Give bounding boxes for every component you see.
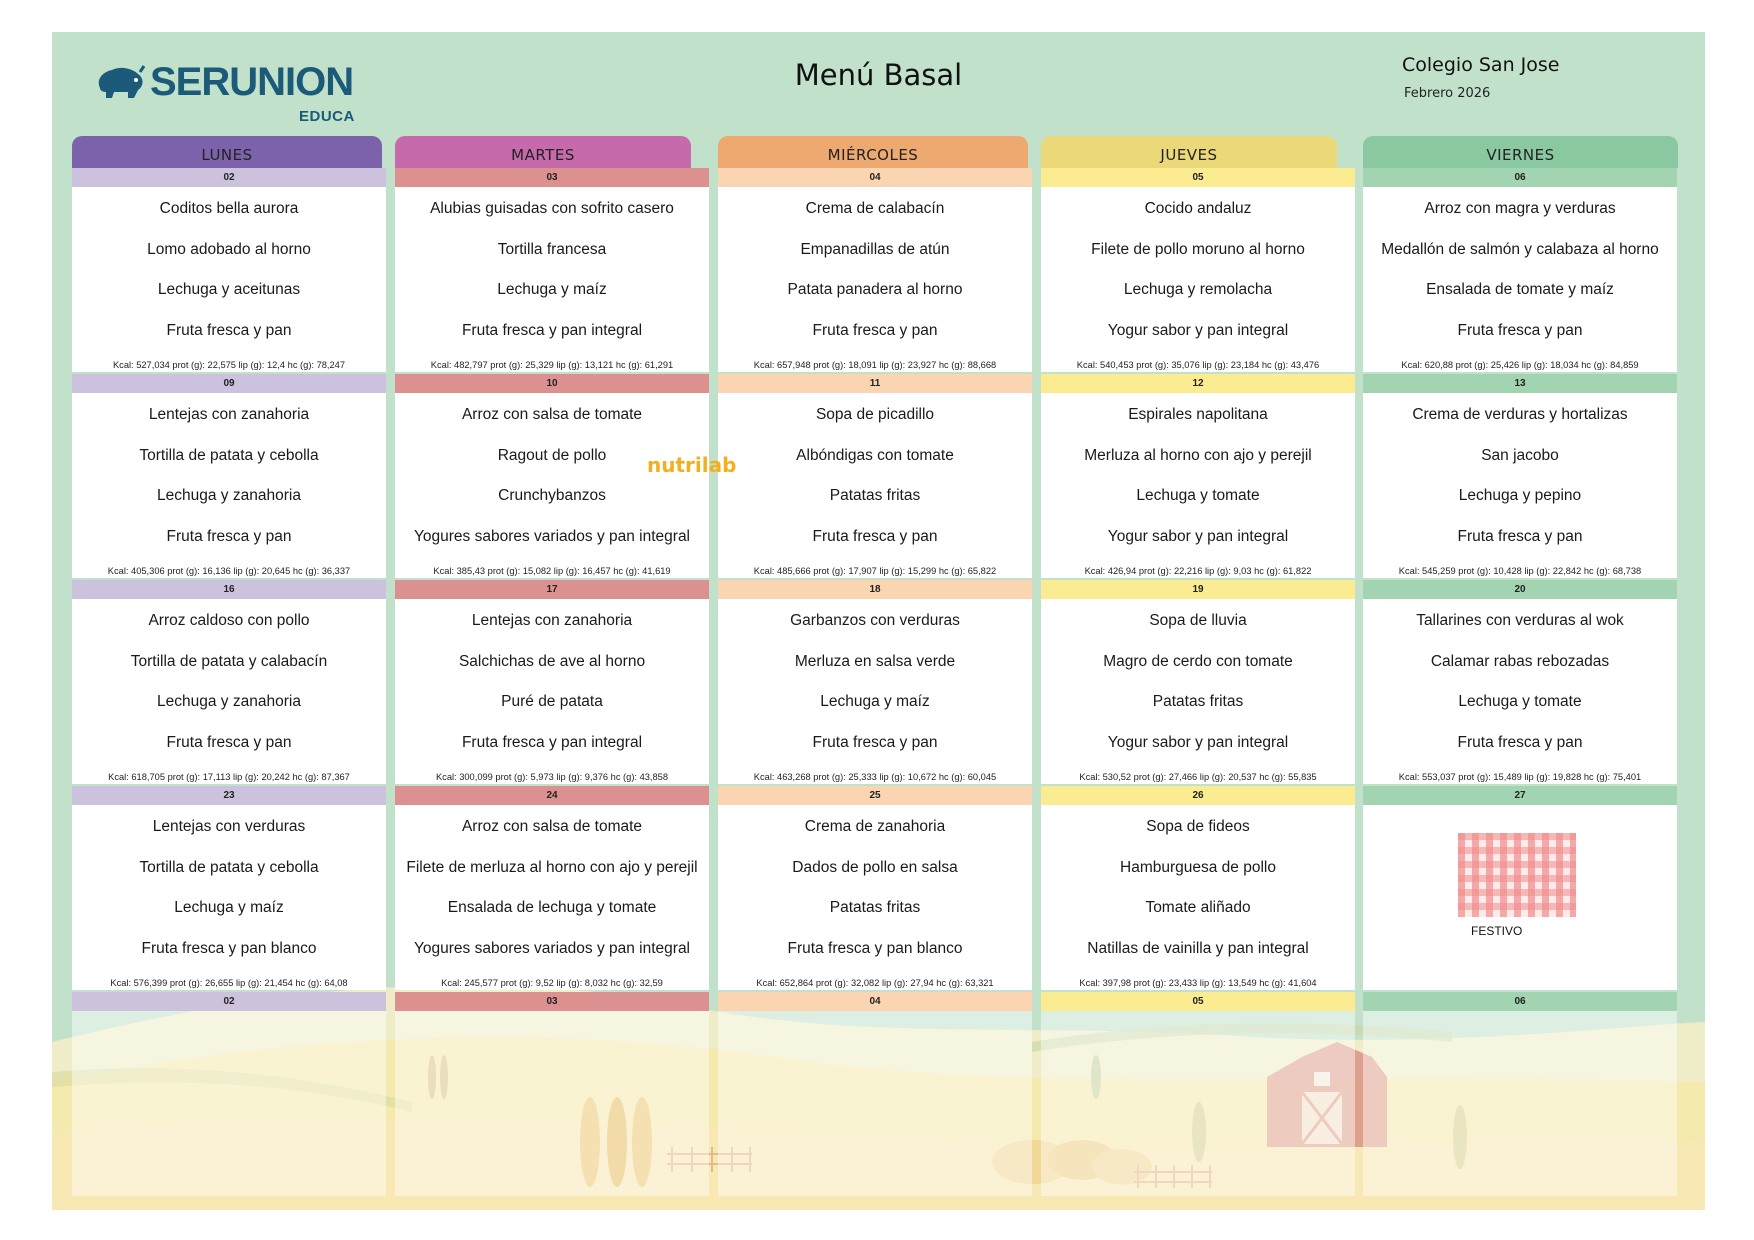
day-column-0	[72, 136, 380, 168]
dish-item: Tallarines con verduras al wok	[1416, 612, 1624, 630]
dish-item: Calamar rabas rebozadas	[1430, 652, 1610, 670]
day-header: MIÉRCOLES	[718, 136, 1028, 168]
cell-body	[718, 187, 1032, 372]
date-label: 03	[395, 992, 709, 1011]
dish-item: Lechuga y tomate	[1458, 693, 1582, 711]
nutrition-info: Kcal: 245,577 prot (g): 9,52 lip (g): 8,032 hc (g): 32,59	[441, 978, 663, 988]
dish-item: Espirales napolitana	[1128, 406, 1268, 424]
dish-item: Fruta fresca y pan	[812, 321, 938, 339]
nutrilab-text: nutrilab	[647, 453, 737, 477]
nutrition-info: Kcal: 385,43 prot (g): 15,082 lip (g): 16,457 hc (g): 41,619	[433, 566, 671, 576]
date-label: 11	[718, 374, 1032, 393]
cell-body	[1363, 599, 1677, 784]
month-label: Febrero 2026	[1404, 86, 1491, 101]
dish-item: Fruta fresca y pan integral	[461, 321, 643, 339]
dish-item: Crema de verduras y hortalizas	[1412, 406, 1628, 424]
nutrition-info: Kcal: 545,259 prot (g): 10,428 lip (g): 22,842 hc (g): 68,738	[1398, 566, 1642, 576]
date-label: 25	[718, 786, 1032, 805]
day-header: JUEVES	[1041, 136, 1337, 168]
cell-body	[1041, 187, 1355, 372]
date-label: 03	[395, 168, 709, 187]
date-label: 24	[395, 786, 709, 805]
date-label: 04	[718, 992, 1032, 1011]
dish-item: Fruta fresca y pan	[1457, 733, 1583, 751]
dish-item: Arroz con salsa de tomate	[461, 406, 643, 424]
day-cell	[1041, 580, 1355, 784]
dish-item: Patatas fritas	[829, 899, 921, 917]
empty-day-cell	[395, 992, 709, 1196]
date-label: 23	[72, 786, 386, 805]
day-column-2	[718, 136, 1026, 168]
dish-item: Lechuga y aceitunas	[157, 281, 301, 299]
dish-item: Tortilla de patata y cebolla	[139, 858, 319, 876]
cell-body	[1041, 1011, 1355, 1196]
empty-day-cell	[718, 992, 1032, 1196]
day-cell	[72, 374, 386, 578]
page-title: Menú Basal	[794, 58, 963, 92]
day-cell	[395, 168, 709, 372]
day-header: MARTES	[395, 136, 691, 168]
day-cell	[718, 374, 1032, 578]
dish-item: Garbanzos con verduras	[790, 612, 960, 630]
brand-name: SERUNION	[150, 60, 354, 104]
date-label: 12	[1041, 374, 1355, 393]
cell-body	[72, 1011, 386, 1196]
dish-item: Fruta fresca y pan	[1457, 527, 1583, 545]
nutrition-info: Kcal: 618,705 prot (g): 17,113 lip (g): 20,242 hc (g): 87,367	[108, 772, 350, 782]
dish-item: Filete de merluza al horno con ajo y perejil	[406, 858, 698, 876]
cell-body	[718, 805, 1032, 990]
dish-item: Ensalada de lechuga y tomate	[447, 899, 657, 917]
nutrition-info: Kcal: 620,88 prot (g): 25,426 lip (g): 18,034 hc (g): 84,859	[1401, 360, 1639, 370]
dish-item: Natillas de vainilla y pan integral	[1087, 939, 1309, 957]
dish-item: Lechuga y zanahoria	[157, 693, 301, 711]
dish-item: Lechuga y tomate	[1136, 487, 1260, 505]
dish-item: Albóndigas con tomate	[796, 446, 954, 464]
nutrition-info: Kcal: 300,099 prot (g): 5,973 lip (g): 9,376 hc (g): 43,858	[435, 772, 669, 782]
dish-item: Lechuga y pepino	[1458, 487, 1582, 505]
dish-item: Sopa de fideos	[1146, 818, 1250, 836]
school-name: Colegio San Jose	[1402, 54, 1560, 76]
dish-item: Tomate aliñado	[1145, 899, 1251, 917]
nutrition-info: Kcal: 553,037 prot (g): 15,489 lip (g): 19,828 hc (g): 75,401	[1398, 772, 1642, 782]
day-column-3	[1041, 136, 1349, 168]
day-cell	[72, 580, 386, 784]
date-label: 06	[1363, 992, 1677, 1011]
date-label: 26	[1041, 786, 1355, 805]
day-cell	[395, 580, 709, 784]
dish-item: Arroz con salsa de tomate	[461, 818, 643, 836]
empty-day-cell	[1041, 992, 1355, 1196]
dish-item: Patatas fritas	[829, 487, 921, 505]
dish-item: Cocido andaluz	[1144, 200, 1252, 218]
day-cell	[718, 786, 1032, 990]
dish-item: Tortilla de patata y calabacín	[130, 652, 328, 670]
dish-item: Sopa de picadillo	[815, 406, 935, 424]
nutrition-info: Kcal: 540,453 prot (g): 35,076 lip (g): 23,184 hc (g): 43,476	[1076, 360, 1320, 370]
dish-item: Fruta fresca y pan	[166, 527, 292, 545]
dish-item: Coditos bella aurora	[159, 200, 299, 218]
festivo-label: FESTIVO	[1471, 924, 1523, 938]
dish-item: Merluza al horno con ajo y perejil	[1084, 446, 1312, 464]
nutrition-info: Kcal: 463,268 prot (g): 25,333 lip (g): 10,672 hc (g): 60,045	[753, 772, 997, 782]
cell-body	[1041, 393, 1355, 578]
cell-body	[395, 805, 709, 990]
day-cell	[1041, 374, 1355, 578]
dish-item: Salchichas de ave al horno	[458, 652, 646, 670]
day-header: VIERNES	[1363, 136, 1678, 168]
date-label: 06	[1363, 168, 1677, 187]
cell-body	[1041, 805, 1355, 990]
dish-item: Yogur sabor y pan integral	[1107, 733, 1289, 751]
dish-item: Ensalada de tomate y maíz	[1426, 281, 1614, 299]
day-cell	[1041, 786, 1355, 990]
day-column-1	[395, 136, 703, 168]
day-column-4	[1363, 136, 1671, 168]
dish-item: Ragout de pollo	[497, 446, 607, 464]
dish-item: Fruta fresca y pan integral	[461, 733, 643, 751]
dish-item: Fruta fresca y pan	[812, 527, 938, 545]
nutrition-info: Kcal: 397,98 prot (g): 23,433 lip (g): 13,549 hc (g): 41,604	[1079, 978, 1317, 988]
day-header: LUNES	[72, 136, 382, 168]
dish-item: Sopa de lluvia	[1149, 612, 1247, 630]
dish-item: Merluza en salsa verde	[794, 652, 956, 670]
dish-item: Patata panadera al horno	[787, 281, 963, 299]
festivo-cell	[1363, 786, 1677, 990]
nutrition-info: Kcal: 576,399 prot (g): 26,655 lip (g): 21,454 hc (g): 64,08	[110, 978, 348, 988]
date-label: 02	[72, 992, 386, 1011]
menu-sheet	[52, 32, 1705, 1210]
dish-item: San jacobo	[1481, 446, 1559, 464]
dish-item: Fruta fresca y pan	[1457, 321, 1583, 339]
dish-item: Puré de patata	[501, 693, 603, 711]
cell-body	[1363, 805, 1677, 990]
day-cell	[718, 168, 1032, 372]
date-label: 20	[1363, 580, 1677, 599]
dish-item: Fruta fresca y pan blanco	[787, 939, 963, 957]
dish-item: Crema de calabacín	[805, 200, 945, 218]
dish-item: Fruta fresca y pan blanco	[141, 939, 317, 957]
dish-item: Fruta fresca y pan	[812, 733, 938, 751]
nutrition-info: Kcal: 482,797 prot (g): 25,329 lip (g): 13,121 hc (g): 61,291	[430, 360, 674, 370]
day-cell	[395, 786, 709, 990]
date-label: 09	[72, 374, 386, 393]
cell-body	[395, 1011, 709, 1196]
dish-item: Tortilla de patata y cebolla	[139, 446, 319, 464]
dish-item: Lechuga y remolacha	[1123, 281, 1273, 299]
nutrition-info: Kcal: 527,034 prot (g): 22,575 lip (g): 12,4 hc (g): 78,247	[112, 360, 346, 370]
dish-item: Dados de pollo en salsa	[792, 858, 958, 876]
dish-item: Alubias guisadas con sofrito casero	[430, 200, 674, 218]
cell-body	[718, 599, 1032, 784]
nutrition-info: Kcal: 657,948 prot (g): 18,091 lip (g): 23,927 hc (g): 88,668	[753, 360, 997, 370]
dish-item: Empanadillas de atún	[800, 240, 950, 258]
dish-item: Lentejas con zanahoria	[471, 612, 633, 630]
dish-item: Crema de zanahoria	[804, 818, 946, 836]
day-cell	[1041, 168, 1355, 372]
date-label: 19	[1041, 580, 1355, 599]
dish-item: Lentejas con verduras	[152, 818, 306, 836]
dish-item: Patatas fritas	[1152, 693, 1244, 711]
cell-body	[72, 599, 386, 784]
cell-body	[718, 1011, 1032, 1196]
day-cell	[1363, 374, 1677, 578]
nutrition-info: Kcal: 652,864 prot (g): 32,082 lip (g): 27,94 hc (g): 63,321	[756, 978, 994, 988]
date-label: 05	[1041, 992, 1355, 1011]
cell-body	[72, 393, 386, 578]
dish-item: Magro de cerdo con tomate	[1103, 652, 1293, 670]
dish-item: Medallón de salmón y calabaza al horno	[1381, 240, 1659, 258]
date-label: 18	[718, 580, 1032, 599]
empty-day-cell	[1363, 992, 1677, 1196]
nutrition-info: Kcal: 426,94 prot (g): 22,216 lip (g): 9,03 hc (g): 61,822	[1084, 566, 1312, 576]
date-label: 04	[718, 168, 1032, 187]
empty-day-cell	[72, 992, 386, 1196]
dish-item: Lechuga y maíz	[820, 693, 930, 711]
dish-item: Fruta fresca y pan	[166, 733, 292, 751]
nutrition-info: Kcal: 485,666 prot (g): 17,907 lip (g): 15,299 hc (g): 65,822	[753, 566, 997, 576]
nutrilab-watermark	[647, 453, 747, 493]
brand-sub: EDUCA	[299, 108, 355, 125]
date-label: 27	[1363, 786, 1677, 805]
dish-item: Arroz con magra y verduras	[1424, 200, 1616, 218]
dish-item: Lechuga y zanahoria	[157, 487, 301, 505]
cell-body	[395, 599, 709, 784]
cell-body	[1363, 187, 1677, 372]
dish-item: Lechuga y maíz	[497, 281, 607, 299]
day-cell	[1363, 168, 1677, 372]
date-label: 02	[72, 168, 386, 187]
cell-body	[72, 187, 386, 372]
dish-item: Crunchybanzos	[498, 487, 606, 505]
cell-body	[1041, 599, 1355, 784]
dish-item: Yogur sabor y pan integral	[1107, 321, 1289, 339]
day-cell	[72, 168, 386, 372]
nutrition-info: Kcal: 530,52 prot (g): 27,466 lip (g): 20,537 hc (g): 55,835	[1079, 772, 1317, 782]
dish-item: Hamburguesa de pollo	[1120, 858, 1276, 876]
dish-item: Lechuga y maíz	[174, 899, 284, 917]
cell-body	[72, 805, 386, 990]
tablecloth-icon	[1458, 833, 1576, 917]
dish-item: Yogur sabor y pan integral	[1107, 527, 1289, 545]
date-label: 17	[395, 580, 709, 599]
dish-item: Yogures sabores variados y pan integral	[413, 939, 691, 957]
date-label: 13	[1363, 374, 1677, 393]
day-cell	[72, 786, 386, 990]
cell-body	[395, 187, 709, 372]
day-cell	[718, 580, 1032, 784]
date-label: 16	[72, 580, 386, 599]
dish-item: Arroz caldoso con pollo	[148, 612, 310, 630]
date-label: 05	[1041, 168, 1355, 187]
dish-item: Lomo adobado al horno	[147, 240, 311, 258]
day-cell	[1363, 580, 1677, 784]
cell-body	[1363, 1011, 1677, 1196]
dish-item: Lentejas con zanahoria	[148, 406, 310, 424]
cell-body	[718, 393, 1032, 578]
dish-item: Tortilla francesa	[497, 240, 607, 258]
cell-body	[1363, 393, 1677, 578]
nutrition-info: Kcal: 405,306 prot (g): 16,136 lip (g): 20,645 hc (g): 36,337	[107, 566, 351, 576]
dish-item: Yogures sabores variados y pan integral	[413, 527, 691, 545]
dish-item: Fruta fresca y pan	[166, 321, 292, 339]
dish-item: Filete de pollo moruno al horno	[1091, 240, 1305, 258]
date-label: 10	[395, 374, 709, 393]
